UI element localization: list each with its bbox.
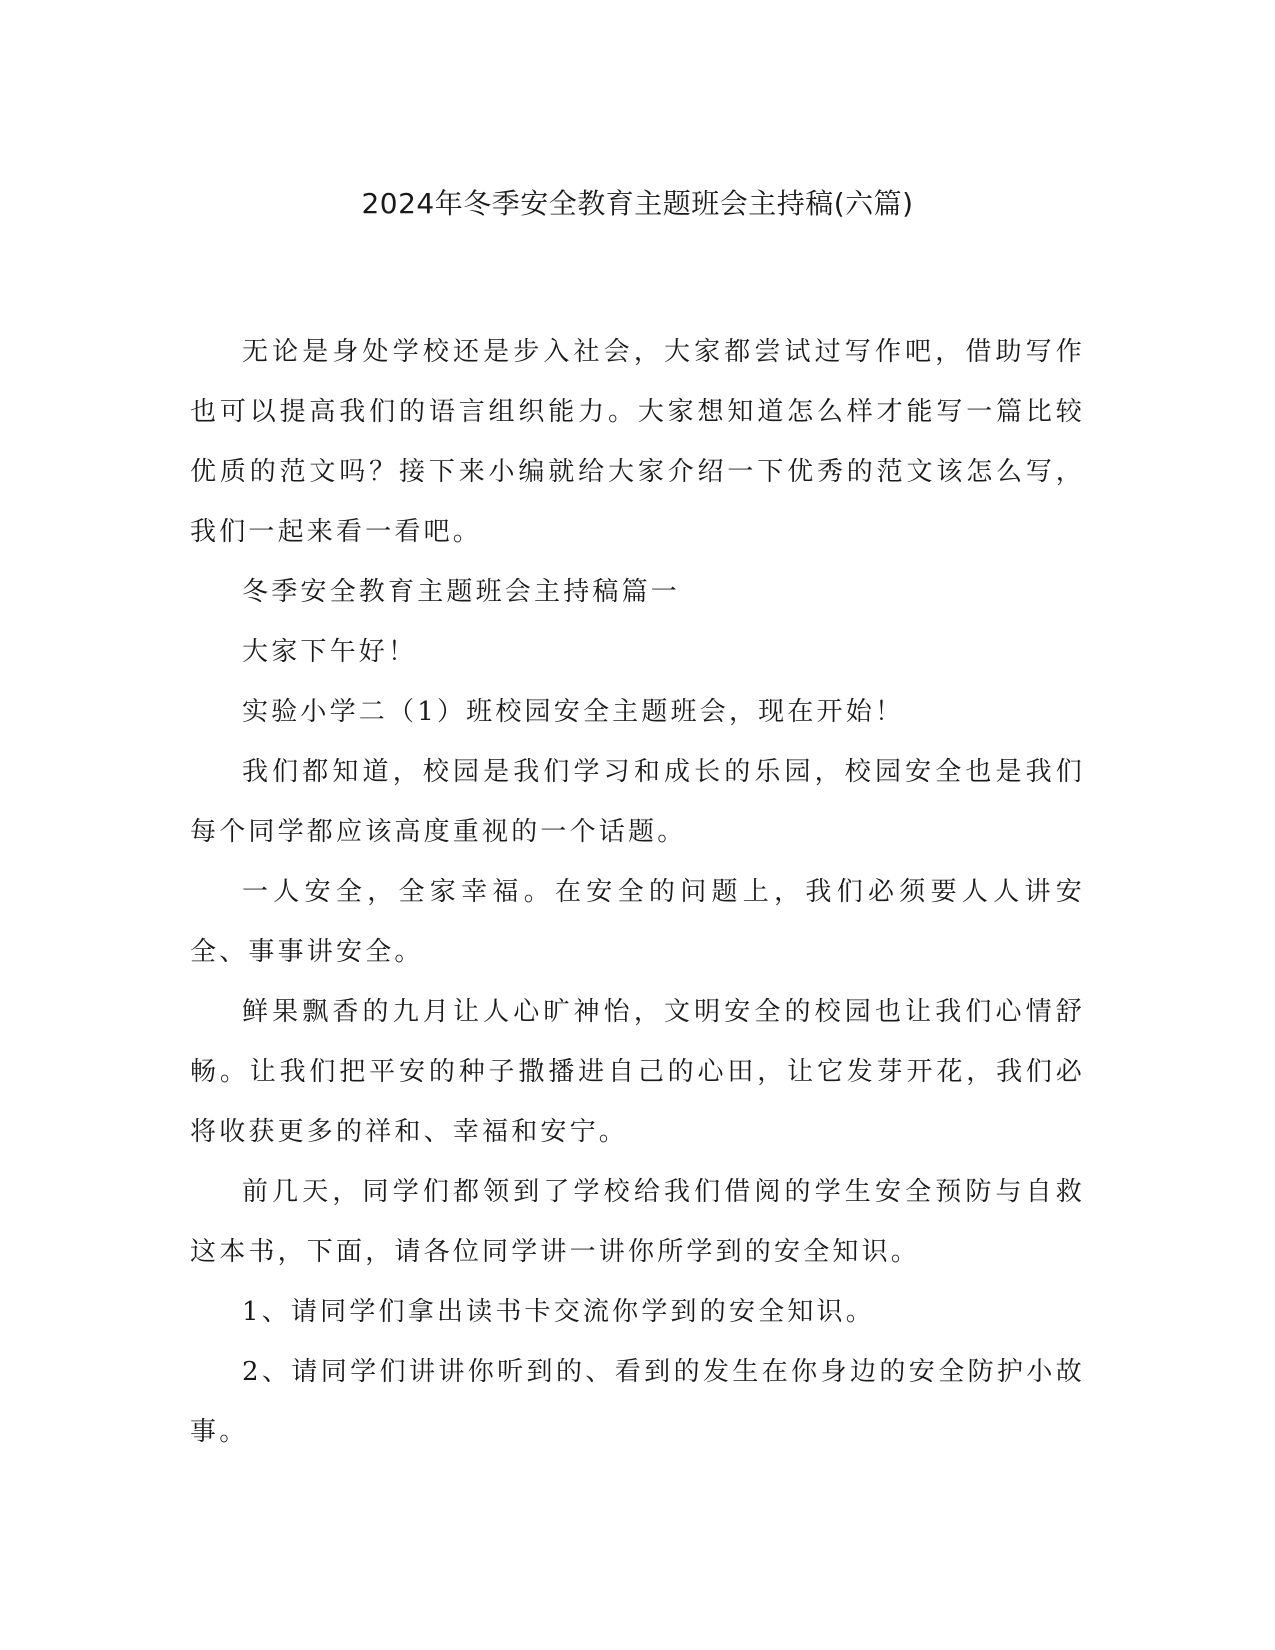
- section-heading: 冬季安全教育主题班会主持稿篇一: [242, 577, 681, 607]
- document-body: [190, 322, 1085, 1462]
- list-item: 1、请同学们拿出读书卡交流你学到的安全知识。: [242, 1297, 875, 1327]
- paragraph-greeting: 大家下午好！: [242, 637, 418, 667]
- paragraph: 我们都知道，校园是我们学习和成长的乐园，校园安全也是我们每个同学都应该高度重视的一个话题。: [190, 757, 1085, 847]
- paragraph: 前几天，同学们都领到了学校给我们借阅的学生安全预防与自救这本书，下面，请各位同学讲一讲你所学到的安全知识。: [190, 1177, 1085, 1267]
- list-item: 2、请同学们讲讲你听到的、看到的发生在你身边的安全防护小故事。: [190, 1357, 1085, 1447]
- paragraph-intro: 无论是身处学校还是步入社会，大家都尝试过写作吧，借助写作也可以提高我们的语言组织能力。大家想知道怎么样才能写一篇比较优质的范文吗？接下来小编就给大家介绍一下优秀的范文该怎么写，我们一起来看一看吧。: [190, 337, 1085, 547]
- paragraph-opening: 实验小学二（1）班校园安全主题班会，现在开始！: [242, 697, 905, 727]
- document-title: 2024年冬季安全教育主题班会主持稿(六篇): [361, 187, 914, 220]
- paragraph: 鲜果飘香的九月让人心旷神怡，文明安全的校园也让我们心情舒畅。让我们把平安的种子撒播进自己的心田，让它发芽开花，我们必将收获更多的祥和、幸福和安宁。: [190, 997, 1085, 1147]
- paragraph: 一人安全，全家幸福。在安全的问题上，我们必须要人人讲安全、事事讲安全。: [190, 877, 1085, 967]
